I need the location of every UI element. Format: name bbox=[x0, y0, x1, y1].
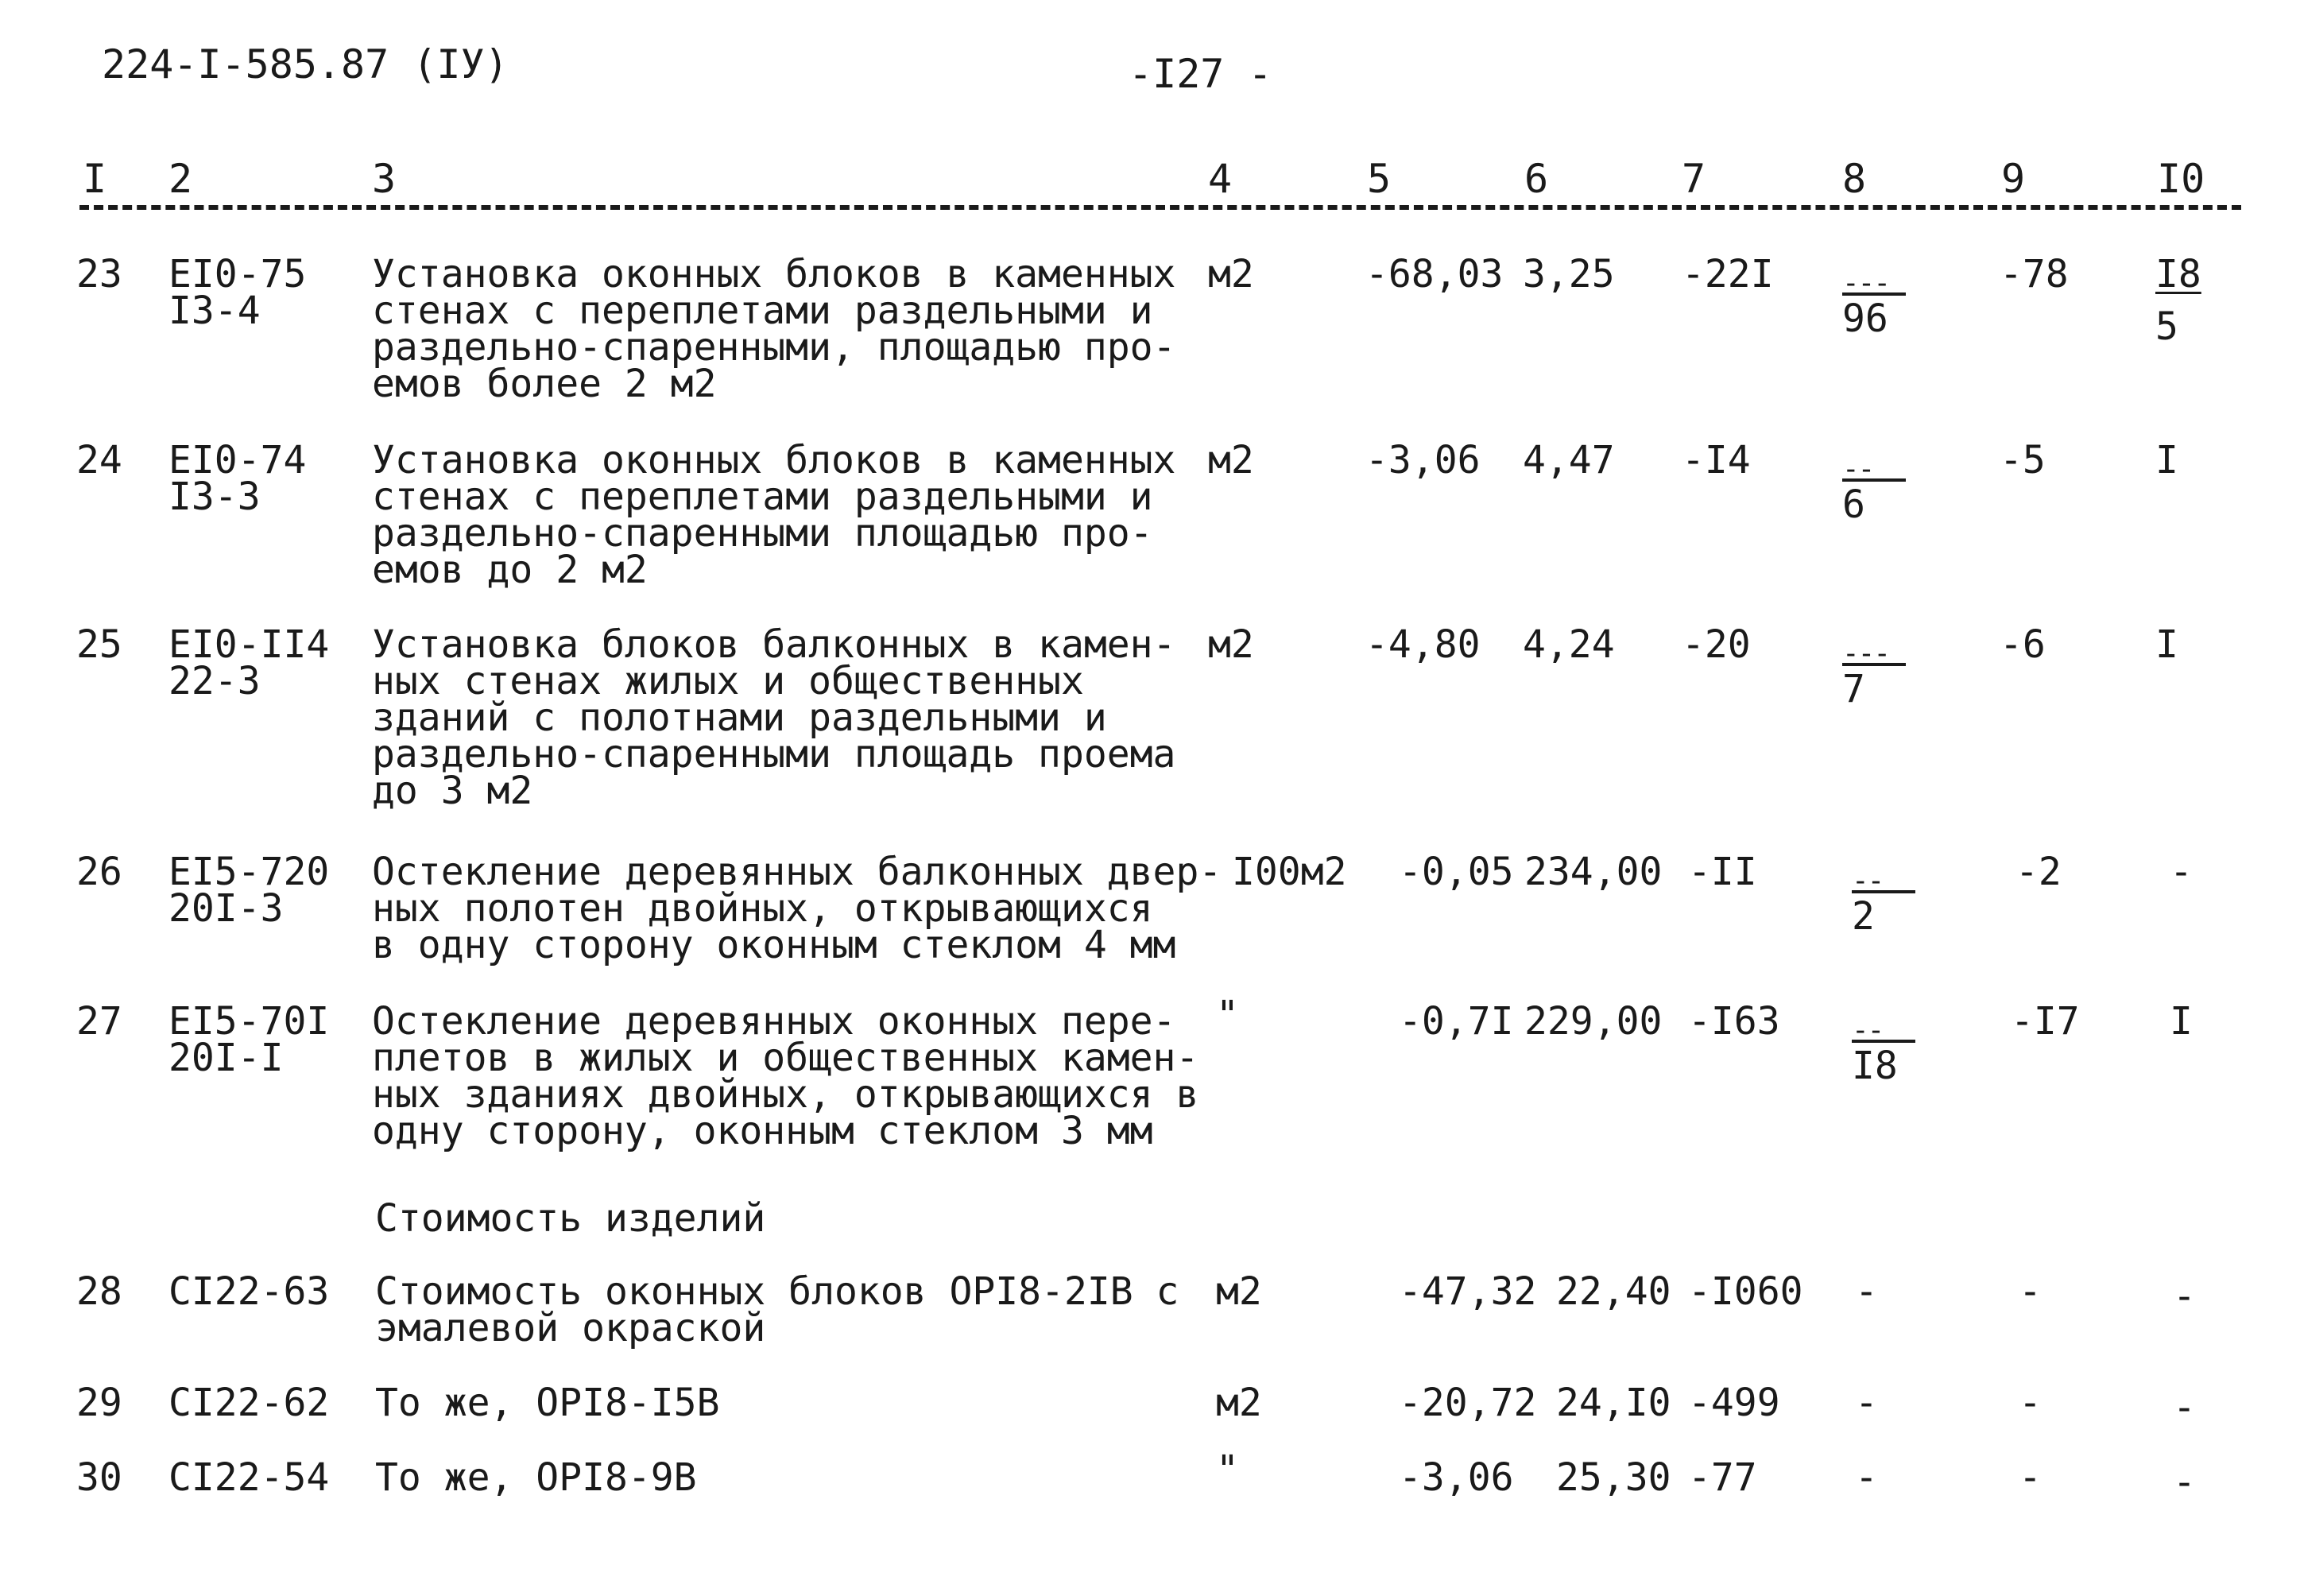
description-line: плетов в жилых и общественных камен- bbox=[372, 1036, 1199, 1080]
description-line: раздельно-спаренными, площадью про- bbox=[372, 325, 1176, 370]
column-header-3: 3 bbox=[372, 156, 397, 202]
col8-fraction bbox=[1842, 453, 1906, 527]
quantity: -3,06 bbox=[1399, 1455, 1514, 1500]
rate-code-line-1: EI0-75 bbox=[168, 252, 307, 296]
rate-code-line-1: EI5-720 bbox=[168, 850, 330, 894]
rate-code bbox=[168, 438, 307, 519]
rate-code bbox=[168, 252, 307, 333]
quantity: -20,72 bbox=[1399, 1381, 1537, 1425]
work-description bbox=[372, 622, 1176, 813]
col8-value: - bbox=[1855, 1269, 1878, 1314]
col8-bottom: I8 bbox=[1852, 1044, 1898, 1088]
col10-value: - bbox=[2173, 1460, 2196, 1505]
col8-top: --- bbox=[1842, 641, 1906, 668]
description-line: То же, OPI8-I5B bbox=[375, 1381, 720, 1425]
work-description bbox=[375, 1269, 1179, 1350]
col8-value: - bbox=[1855, 1455, 1878, 1500]
row-number: 30 bbox=[76, 1455, 122, 1500]
unit-price: 229,00 bbox=[1524, 999, 1663, 1044]
rate-code-line-1: EI0-II4 bbox=[168, 622, 330, 667]
col9-value: -78 bbox=[2000, 252, 2069, 296]
description-line: раздельно-спаренными площадь проема bbox=[372, 732, 1176, 777]
description-line: Остекление деревянных оконных пере- bbox=[372, 999, 1176, 1044]
column-header-1: I bbox=[83, 156, 107, 202]
description-line: ных полотен двойных, открывающихся bbox=[372, 886, 1153, 931]
total-cost: -20 bbox=[1682, 622, 1751, 667]
quantity: -0,7I bbox=[1399, 999, 1514, 1044]
col8-fraction bbox=[1852, 865, 1915, 939]
section-subheading: Стоимость изделий bbox=[375, 1196, 766, 1241]
page-number: -I27 - bbox=[1129, 51, 1272, 97]
col9-value: - bbox=[2019, 1269, 2042, 1314]
work-description bbox=[372, 438, 1176, 592]
description-line: стенах с переплетами раздельными и bbox=[372, 475, 1153, 519]
col8-bottom: 7 bbox=[1842, 667, 1865, 711]
description-line: одну сторону, оконным стеклом 3 мм bbox=[372, 1109, 1153, 1153]
col9-value: -5 bbox=[2000, 438, 2046, 482]
row-number: 24 bbox=[76, 438, 122, 482]
row-number: 27 bbox=[76, 999, 122, 1044]
unit-price: 4,47 bbox=[1523, 438, 1615, 482]
description-line: в одну сторону оконным стеклом 4 мм bbox=[372, 923, 1176, 967]
col8-fraction bbox=[1842, 267, 1906, 341]
unit-price: 22,40 bbox=[1556, 1269, 1671, 1314]
work-description bbox=[375, 1381, 720, 1425]
col9-value: -2 bbox=[2015, 850, 2062, 894]
rate-code: CI22-54 bbox=[168, 1455, 330, 1500]
unit: м2 bbox=[1208, 252, 1254, 296]
work-description bbox=[372, 850, 1222, 967]
col10-value: - bbox=[2173, 1274, 2196, 1319]
unit-price: 234,00 bbox=[1524, 850, 1663, 894]
col10-value: I bbox=[2155, 438, 2178, 482]
rate-code-line-1: EI0-74 bbox=[168, 438, 307, 482]
description-line: Остекление деревянных балконных двер- bbox=[372, 850, 1222, 894]
description-line: раздельно-спаренными площадью про- bbox=[372, 511, 1153, 556]
unit-price: 25,30 bbox=[1556, 1455, 1671, 1500]
col8-top: --- bbox=[1842, 270, 1906, 297]
total-cost: -499 bbox=[1688, 1381, 1780, 1425]
row-number: 23 bbox=[76, 252, 122, 296]
quantity: -3,06 bbox=[1365, 438, 1481, 482]
col8-bottom: 2 bbox=[1852, 894, 1875, 939]
col9-value: - bbox=[2019, 1381, 2042, 1425]
col8-top: -- bbox=[1852, 868, 1915, 895]
work-description bbox=[372, 252, 1176, 406]
unit: м2 bbox=[1216, 1269, 1262, 1314]
row-number: 28 bbox=[76, 1269, 122, 1314]
column-header-4: 4 bbox=[1208, 156, 1233, 202]
col10-value: - bbox=[2170, 850, 2193, 894]
document-code: 224-I-585.87 (IУ) bbox=[102, 41, 509, 87]
quantity: -68,03 bbox=[1365, 252, 1504, 296]
rate-code bbox=[168, 999, 330, 1080]
rate-code-line-2: 20I-3 bbox=[168, 886, 284, 931]
quantity: -4,80 bbox=[1365, 622, 1481, 667]
unit: м2 bbox=[1216, 1381, 1262, 1425]
col8-bottom: 96 bbox=[1842, 296, 1888, 341]
column-header-10: I0 bbox=[2157, 156, 2205, 202]
description-line: емов более 2 м2 bbox=[372, 362, 717, 406]
total-cost: -I63 bbox=[1688, 999, 1780, 1044]
quantity: -47,32 bbox=[1399, 1269, 1537, 1314]
rate-code-line-1: EI5-70I bbox=[168, 999, 330, 1044]
unit: I00м2 bbox=[1232, 850, 1347, 894]
rate-code-line-2: I3-3 bbox=[168, 475, 261, 519]
description-line: Установка оконных блоков в каменных bbox=[372, 252, 1176, 296]
col10-bottom: 5 bbox=[2155, 304, 2178, 349]
row-number: 26 bbox=[76, 850, 122, 894]
column-header-2: 2 bbox=[168, 156, 193, 202]
col9-value: - bbox=[2019, 1455, 2042, 1500]
unit: " bbox=[1216, 1447, 1239, 1492]
col8-value: - bbox=[1855, 1381, 1878, 1425]
header-rule bbox=[79, 205, 2241, 210]
rate-code: CI22-63 bbox=[168, 1269, 330, 1314]
col10-value: I bbox=[2170, 999, 2193, 1044]
work-description bbox=[372, 999, 1199, 1153]
col8-top: -- bbox=[1842, 456, 1906, 483]
rate-code: CI22-62 bbox=[168, 1381, 330, 1425]
row-number: 29 bbox=[76, 1381, 122, 1425]
col8-bottom: 6 bbox=[1842, 482, 1865, 527]
description-line: Установка блоков балконных в камен- bbox=[372, 622, 1176, 667]
description-line: зданий с полотнами раздельными и bbox=[372, 695, 1107, 740]
column-header-8: 8 bbox=[1842, 156, 1867, 202]
col10-fraction bbox=[2155, 252, 2201, 349]
col9-value: -I7 bbox=[2011, 999, 2080, 1044]
description-line: Стоимость оконных блоков OPI8-2IB с bbox=[375, 1269, 1179, 1314]
description-line: Установка оконных блоков в каменных bbox=[372, 438, 1176, 482]
unit-price: 3,25 bbox=[1523, 252, 1615, 296]
total-cost: -II bbox=[1688, 850, 1757, 894]
col8-fraction bbox=[1852, 1014, 1915, 1088]
column-header-7: 7 bbox=[1682, 156, 1706, 202]
column-header-9: 9 bbox=[2001, 156, 2026, 202]
total-cost: -22I bbox=[1682, 252, 1774, 296]
work-description bbox=[375, 1455, 697, 1500]
quantity: -0,05 bbox=[1399, 850, 1514, 894]
unit-price: 4,24 bbox=[1523, 622, 1615, 667]
description-line: ных зданиях двойных, открывающихся в bbox=[372, 1072, 1199, 1117]
unit: м2 bbox=[1208, 438, 1254, 482]
total-cost: -77 bbox=[1688, 1455, 1757, 1500]
col9-value: -6 bbox=[2000, 622, 2046, 667]
rate-code bbox=[168, 622, 330, 703]
rate-code bbox=[168, 850, 330, 931]
unit-price: 24,I0 bbox=[1556, 1381, 1671, 1425]
description-line: стенах с переплетами раздельными и bbox=[372, 289, 1153, 333]
rate-code-line-2: 20I-I bbox=[168, 1036, 284, 1080]
column-header-5: 5 bbox=[1367, 156, 1392, 202]
total-cost: -I060 bbox=[1688, 1269, 1803, 1314]
description-line: То же, OPI8-9B bbox=[375, 1455, 697, 1500]
rate-code-line-2: 22-3 bbox=[168, 659, 261, 703]
col8-top: -- bbox=[1852, 1017, 1915, 1044]
row-number: 25 bbox=[76, 622, 122, 667]
description-line: до 3 м2 bbox=[372, 769, 533, 813]
total-cost: -I4 bbox=[1682, 438, 1751, 482]
description-line: ных стенах жилых и общественных bbox=[372, 659, 1084, 703]
unit: " bbox=[1216, 993, 1239, 1037]
col10-top: I8 bbox=[2155, 252, 2201, 296]
column-header-6: 6 bbox=[1524, 156, 1549, 202]
col10-value: I bbox=[2155, 622, 2178, 667]
description-line: емов до 2 м2 bbox=[372, 548, 648, 592]
unit: м2 bbox=[1208, 622, 1254, 667]
rate-code-line-2: I3-4 bbox=[168, 289, 261, 333]
description-line: эмалевой окраской bbox=[375, 1306, 766, 1350]
col10-value: - bbox=[2173, 1385, 2196, 1430]
col8-fraction bbox=[1842, 637, 1906, 711]
